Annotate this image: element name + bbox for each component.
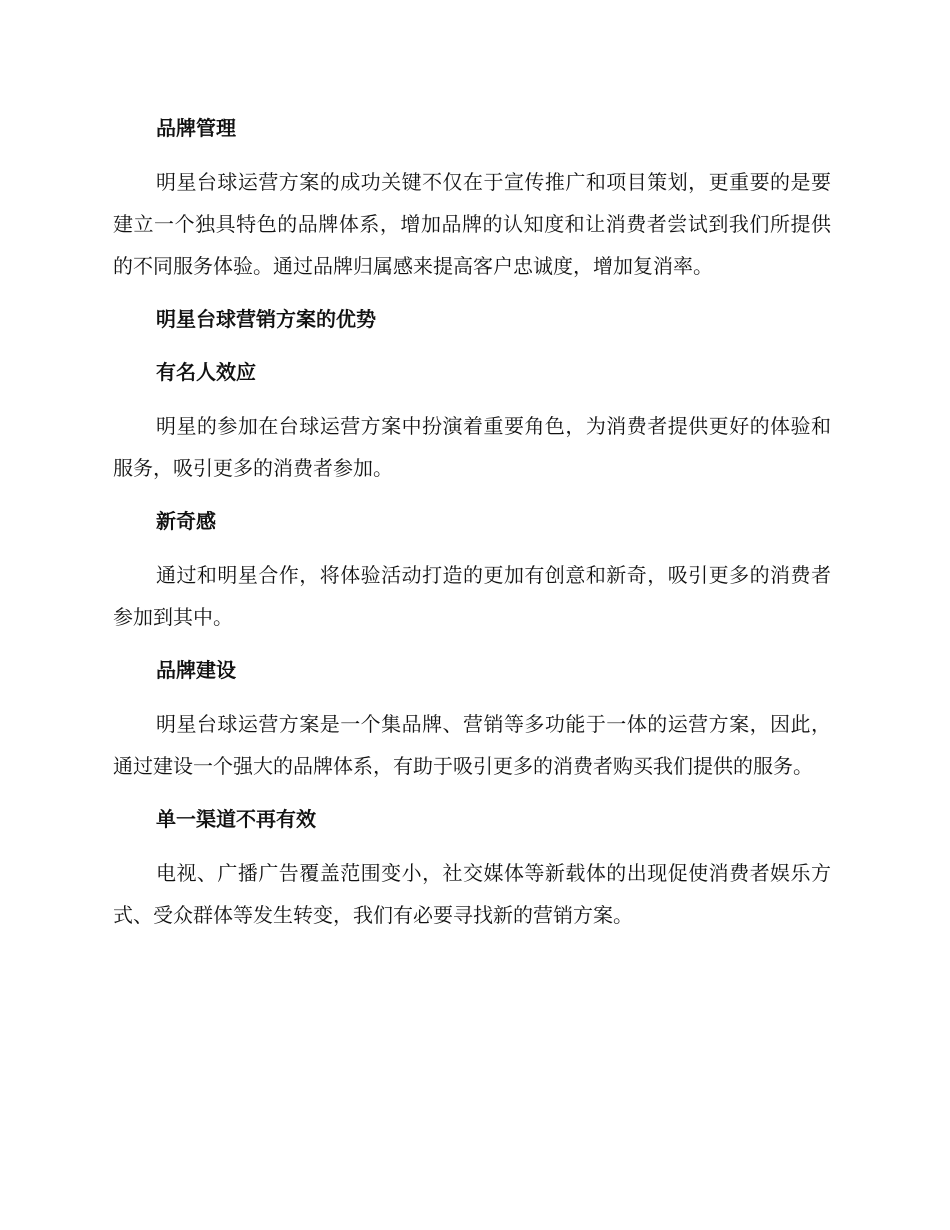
section-heading-single-channel: 单一渠道不再有效	[156, 807, 316, 831]
section-heading-celebrity-effect: 有名人效应	[156, 360, 256, 384]
section-paragraph-single-channel: 电视、广播广告覆盖范围变小，社交媒体等新载体的出现促使消费者娱乐方式、受众群体等发生转变，我们有必要寻找新的营销方案。	[113, 861, 831, 927]
section-heading-brand-building: 品牌建设	[156, 658, 236, 682]
section-paragraph-novelty: 通过和明星合作，将体验活动打造的更加有创意和新奇，吸引更多的消费者参加到其中。	[113, 563, 831, 629]
section-paragraph-celebrity-effect: 明星的参加在台球运营方案中扮演着重要角色，为消费者提供更好的体验和服务，吸引更多的消费者参加。	[113, 414, 831, 480]
section-paragraph-brand-management: 明星台球运营方案的成功关键不仅在于宣传推广和项目策划，更重要的是要建立一个独具特色的品牌体系，增加品牌的认知度和让消费者尝试到我们所提供的不同服务体验。通过品牌归属感来提高客户忠诚度，增加复消率。	[113, 170, 831, 278]
section-paragraph-brand-building: 明星台球运营方案是一个集品牌、营销等多功能于一体的运营方案，因此，通过建设一个强大的品牌体系，有助于吸引更多的消费者购买我们提供的服务。	[113, 712, 831, 778]
section-heading-brand-management: 品牌管理	[156, 116, 236, 140]
section-heading-novelty: 新奇感	[156, 509, 216, 533]
document-page	[113, 108, 831, 948]
section-heading-advantages: 明星台球营销方案的优势	[156, 307, 376, 331]
